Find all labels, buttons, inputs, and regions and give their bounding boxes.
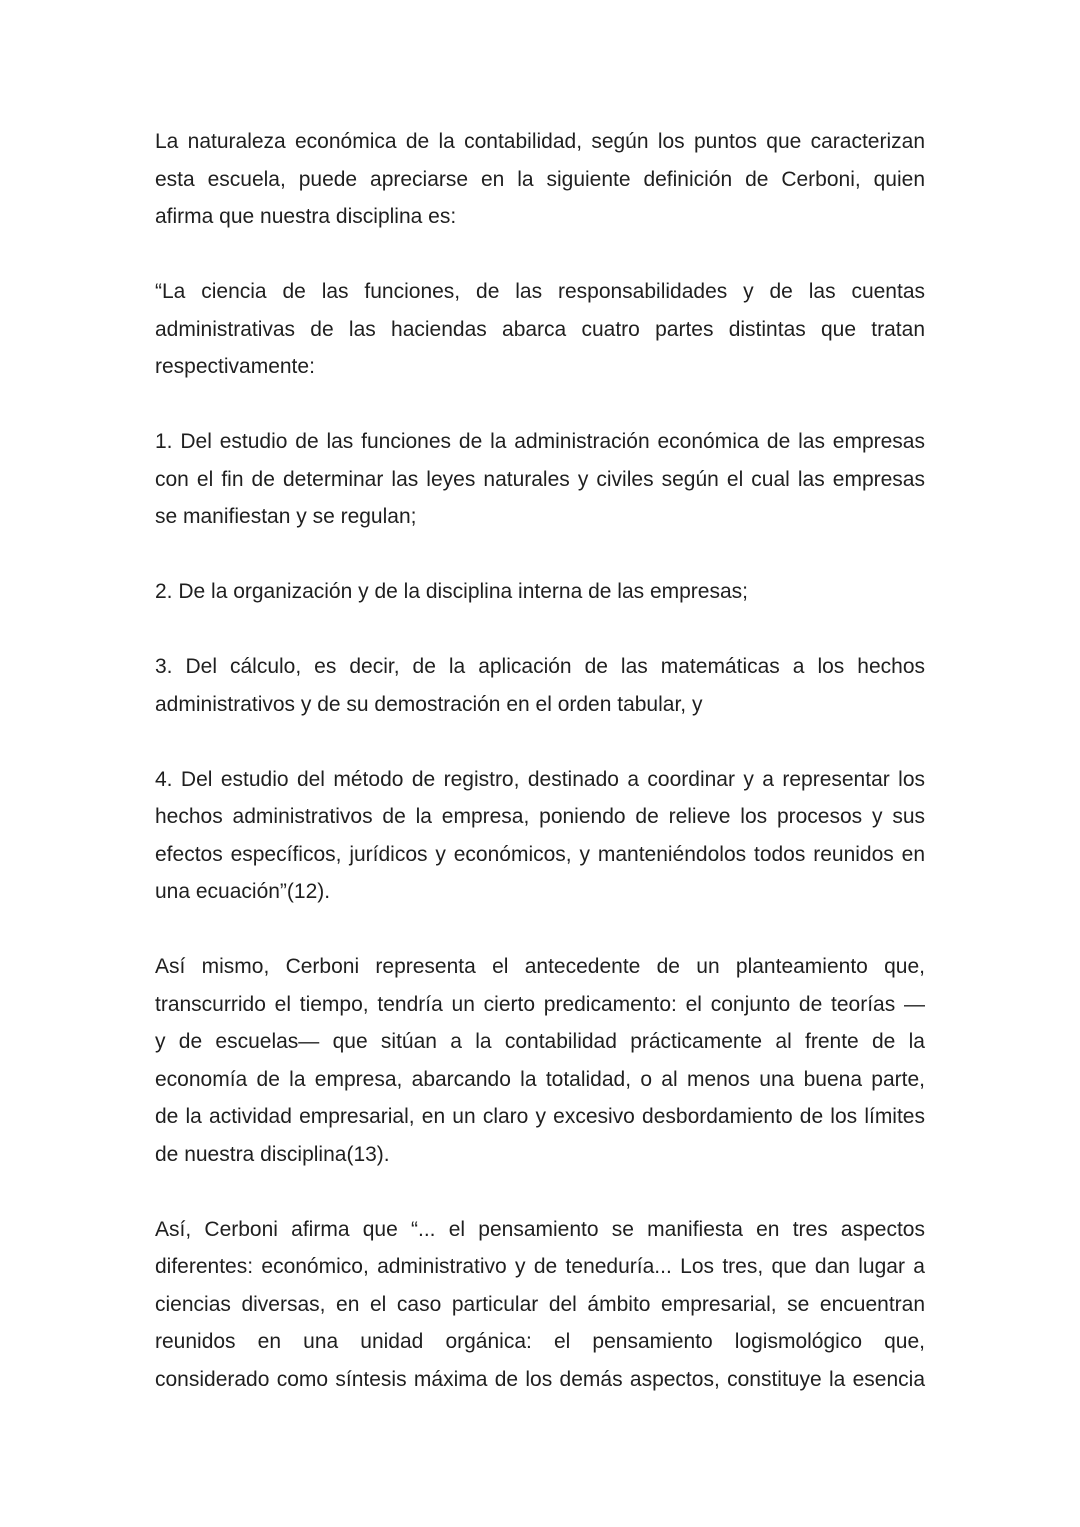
text-line: ciencias diversas, en el caso particular del ámbito empresarial, se encuentran <box>155 1292 925 1316</box>
text-line: Así mismo, Cerboni representa el antecedente de un planteamiento que, <box>155 955 925 978</box>
text-line: diferentes: económico, administrativo y de teneduría... Los tres, que dan lugar a <box>155 1255 925 1278</box>
text-line: 1. Del estudio de las funciones de la administración económica de las empresas <box>155 430 925 453</box>
text-line: transcurrido el tiempo, tendría un cierto predicamento: el conjunto de teorías — <box>155 992 925 1016</box>
text-line: “La ciencia de las funciones, de las responsabilidades y de las cuentas <box>155 280 925 303</box>
text-line: administrativos y de su demostración en el orden tabular, y <box>155 692 703 716</box>
text-line: La naturaleza económica de la contabilidad, según los puntos que caracterizan <box>155 130 925 153</box>
paragraph <box>155 948 925 1173</box>
text-line: una ecuación”(12). <box>155 880 331 903</box>
text-line: hechos administrativos de la empresa, poniendo de relieve los procesos y sus <box>155 805 925 828</box>
text-line: economía de la empresa, abarcando la totalidad, o al menos una buena parte, <box>155 1067 925 1091</box>
text-line: considerado como síntesis máxima de los demás aspectos, constituye la esencia <box>155 1367 925 1391</box>
paragraph <box>155 761 925 911</box>
paragraph <box>155 1211 925 1399</box>
text-line: administrativas de las haciendas abarca cuatro partes distintas que tratan <box>155 317 925 341</box>
text-line: efectos específicos, jurídicos y económicos, y manteniéndolos todos reunidos en <box>155 842 925 866</box>
paragraph <box>155 648 925 723</box>
text-line: 3. Del cálculo, es decir, de la aplicación de las matemáticas a los hechos <box>155 655 925 678</box>
text-line: se manifiestan y se regulan; <box>155 505 417 528</box>
text-line: de nuestra disciplina(13). <box>155 1142 390 1166</box>
text-line: esta escuela, puede apreciarse en la siguiente definición de Cerboni, quien <box>155 167 925 191</box>
paragraph <box>155 273 925 386</box>
text-line: respectivamente: <box>155 355 315 378</box>
text-line: reunidos en una unidad orgánica: el pensamiento logismológico que, <box>155 1330 925 1353</box>
paragraph <box>155 573 925 611</box>
paragraph <box>155 123 925 236</box>
text-line: con el fin de determinar las leyes naturales y civiles según el cual las empresas <box>155 467 925 491</box>
text-line: y de escuelas— que sitúan a la contabilidad prácticamente al frente de la <box>155 1030 925 1053</box>
text-line: Así, Cerboni afirma que “... el pensamiento se manifiesta en tres aspectos <box>155 1217 925 1241</box>
text-line: 4. Del estudio del método de registro, destinado a coordinar y a representar los <box>155 767 925 791</box>
document-page <box>155 123 925 1436</box>
paragraph <box>155 423 925 536</box>
text-line: de la actividad empresarial, en un claro y excesivo desbordamiento de los límites <box>155 1105 925 1128</box>
text-line: 2. De la organización y de la disciplina interna de las empresas; <box>155 580 748 603</box>
text-line: afirma que nuestra disciplina es: <box>155 205 457 228</box>
